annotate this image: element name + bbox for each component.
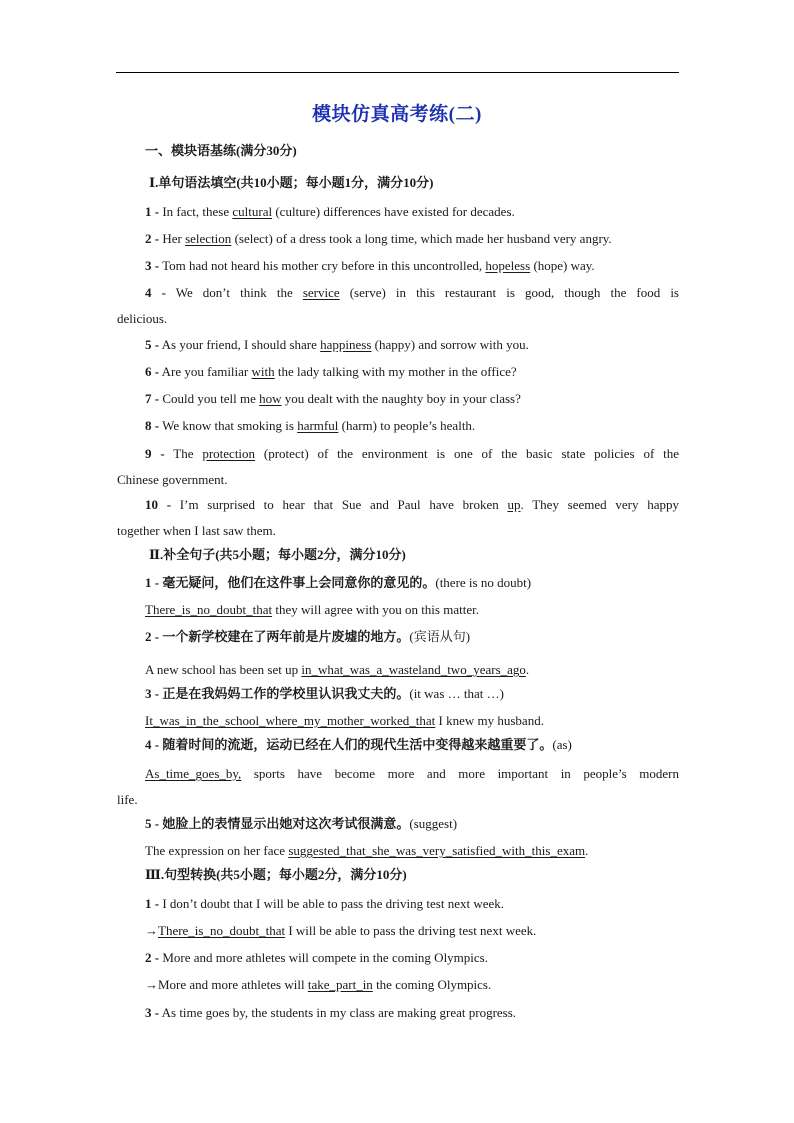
item-text: (select) of a dress took a long time, which made her husband very angry.	[231, 231, 612, 246]
item-number: 1 -	[145, 896, 160, 911]
item-number: 1 -	[145, 204, 160, 219]
answer-blank: cultural	[232, 204, 273, 219]
answer-line	[117, 843, 679, 859]
list-item	[117, 231, 679, 247]
list-item	[117, 391, 679, 407]
item-continuation: Chinese government.	[117, 472, 228, 487]
list-item	[117, 364, 679, 380]
item-text: the coming Olympics.	[372, 977, 492, 992]
list-item	[117, 258, 679, 274]
answer-line	[117, 662, 679, 678]
arrow-icon: →	[145, 977, 158, 992]
part2-heading: Ⅱ.补全句子(共5小题；每小题2分，满分10分)	[149, 547, 406, 562]
list-item	[117, 1005, 679, 1021]
answer-blank: take_part_in	[307, 977, 373, 992]
item-text: (happy) and sorrow with you.	[371, 337, 529, 352]
chinese-prompt: 随着时间的流逝，运动已经在人们的现代生活中变得越来越重要了。	[159, 737, 553, 752]
item-text: I’m surprised to hear that Sue and Paul have broken	[171, 497, 508, 512]
item-text: We don’t think the	[165, 285, 303, 300]
item-number: 3 -	[145, 1005, 160, 1020]
answer-blank: selection	[185, 231, 232, 246]
item-text: (harm) to people’s health.	[338, 418, 476, 433]
list-item	[117, 446, 679, 462]
hint: (as)	[552, 737, 572, 752]
item-number: 5 -	[145, 816, 160, 831]
answer-blank: service	[302, 285, 340, 300]
item-number: 10 -	[145, 497, 172, 512]
answer-blank: There_is_no_doubt_that	[145, 602, 273, 617]
list-item	[117, 737, 679, 753]
item-text: More and more athletes will	[158, 977, 308, 992]
answer-blank: There_is_no_doubt_that	[158, 923, 286, 938]
answer-blank: with	[251, 364, 275, 379]
answer-blank: It_was_in_the_school_where_my_mother_worked_that	[145, 713, 436, 728]
item-number: 1 -	[145, 575, 160, 590]
list-item	[117, 285, 679, 301]
item-text: sports have become more and more important in people’s modern	[241, 766, 679, 781]
item-text: . They seemed very happy	[520, 497, 679, 512]
answer-blank: suggested_that_she_was_very_satisfied_with_this_exam	[288, 843, 586, 858]
page-title: 模块仿真高考练(二)	[312, 104, 482, 125]
list-item	[117, 629, 679, 645]
item-text: .	[585, 843, 589, 858]
hint: (suggest)	[409, 816, 458, 831]
item-number: 3 -	[145, 258, 160, 273]
item-text: More and more athletes will compete in the coming Olympics.	[159, 950, 488, 965]
item-text: you dealt with the naughty boy in your class?	[281, 391, 521, 406]
item-continuation: together when I last saw them.	[117, 523, 276, 538]
answer-line	[117, 713, 679, 729]
answer-blank: As_time_goes_by,	[145, 766, 242, 781]
answer-blank: how	[259, 391, 282, 406]
item-number: 4 -	[145, 285, 166, 300]
part3-heading: Ⅲ.句型转换(共5小题；每小题2分，满分10分)	[145, 867, 407, 882]
item-text: As time goes by, the students in my class are making great progress.	[159, 1005, 517, 1020]
header-rule	[116, 72, 679, 73]
item-continuation: life.	[117, 792, 138, 807]
list-item	[117, 337, 679, 353]
item-text: Her	[159, 231, 186, 246]
list-item	[117, 497, 679, 513]
section-heading: 一、模块语基练(满分30分)	[145, 143, 297, 158]
item-text: As your friend, I should share	[159, 337, 321, 352]
list-item	[117, 418, 679, 434]
answer-blank: happiness	[320, 337, 372, 352]
answer-blank: in_what_was_a_wasteland_two_years_ago	[301, 662, 526, 677]
item-text: Are you familiar	[159, 364, 252, 379]
item-number: 2 -	[145, 629, 160, 644]
arrow-icon: →	[145, 923, 158, 938]
answer-line	[117, 977, 679, 993]
list-item	[117, 950, 679, 966]
item-text: We know that smoking is	[159, 418, 298, 433]
item-text: the lady talking with my mother in the office?	[274, 364, 517, 379]
answer-blank: protection	[202, 446, 256, 461]
item-text: (culture) differences have existed for decades.	[272, 204, 515, 219]
item-number: 9 -	[145, 446, 165, 461]
item-text: A new school has been set up	[145, 662, 302, 677]
item-text: (hope) way.	[530, 258, 595, 273]
hint: (宾语从句)	[409, 629, 471, 644]
list-item	[117, 686, 679, 702]
answer-line	[117, 602, 679, 618]
item-number: 5 -	[145, 337, 160, 352]
list-item	[117, 896, 679, 912]
item-text: The	[164, 446, 203, 461]
item-number: 2 -	[145, 950, 160, 965]
item-number: 4 -	[145, 737, 160, 752]
item-text: I will be able to pass the driving test next week.	[285, 923, 537, 938]
item-text: Tom had not heard his mother cry before in this uncontrolled,	[159, 258, 486, 273]
chinese-prompt: 毫无疑问，他们在这件事上会同意你的意见的。	[159, 575, 436, 590]
item-text: (protect) of the environment is one of the basic state policies of the	[255, 446, 679, 461]
item-number: 6 -	[145, 364, 160, 379]
item-text: Could you tell me	[159, 391, 260, 406]
item-text: I don’t doubt that I will be able to pass the driving test next week.	[159, 896, 505, 911]
item-number: 3 -	[145, 686, 160, 701]
item-text: .	[525, 662, 530, 677]
item-continuation: delicious.	[117, 311, 168, 326]
item-text: I knew my husband.	[435, 713, 544, 728]
item-text: In fact, these	[159, 204, 233, 219]
hint: (there is no doubt)	[435, 575, 532, 590]
item-text: The expression on her face	[145, 843, 289, 858]
item-text: (serve) in this restaurant is good, though the food is	[339, 285, 679, 300]
answer-line	[117, 923, 679, 939]
chinese-prompt: 一个新学校建在了两年前是片废墟的地方。	[159, 629, 410, 644]
list-item	[117, 816, 679, 832]
item-number: 2 -	[145, 231, 160, 246]
chinese-prompt: 她脸上的表情显示出她对这次考试很满意。	[159, 816, 410, 831]
part1-heading: Ⅰ.单句语法填空(共10小题；每小题1分，满分10分)	[149, 175, 434, 190]
list-item	[117, 204, 679, 220]
answer-blank: harmful	[297, 418, 339, 433]
list-item	[117, 575, 679, 591]
answer-blank: hopeless	[485, 258, 531, 273]
answer-line	[117, 766, 679, 782]
item-number: 7 -	[145, 391, 160, 406]
chinese-prompt: 正是在我妈妈工作的学校里认识我丈夫的。	[159, 686, 410, 701]
item-text: they will agree with you on this matter.	[272, 602, 479, 617]
hint: (it was … that …)	[409, 686, 504, 701]
answer-blank: up	[507, 497, 521, 512]
item-number: 8 -	[145, 418, 160, 433]
